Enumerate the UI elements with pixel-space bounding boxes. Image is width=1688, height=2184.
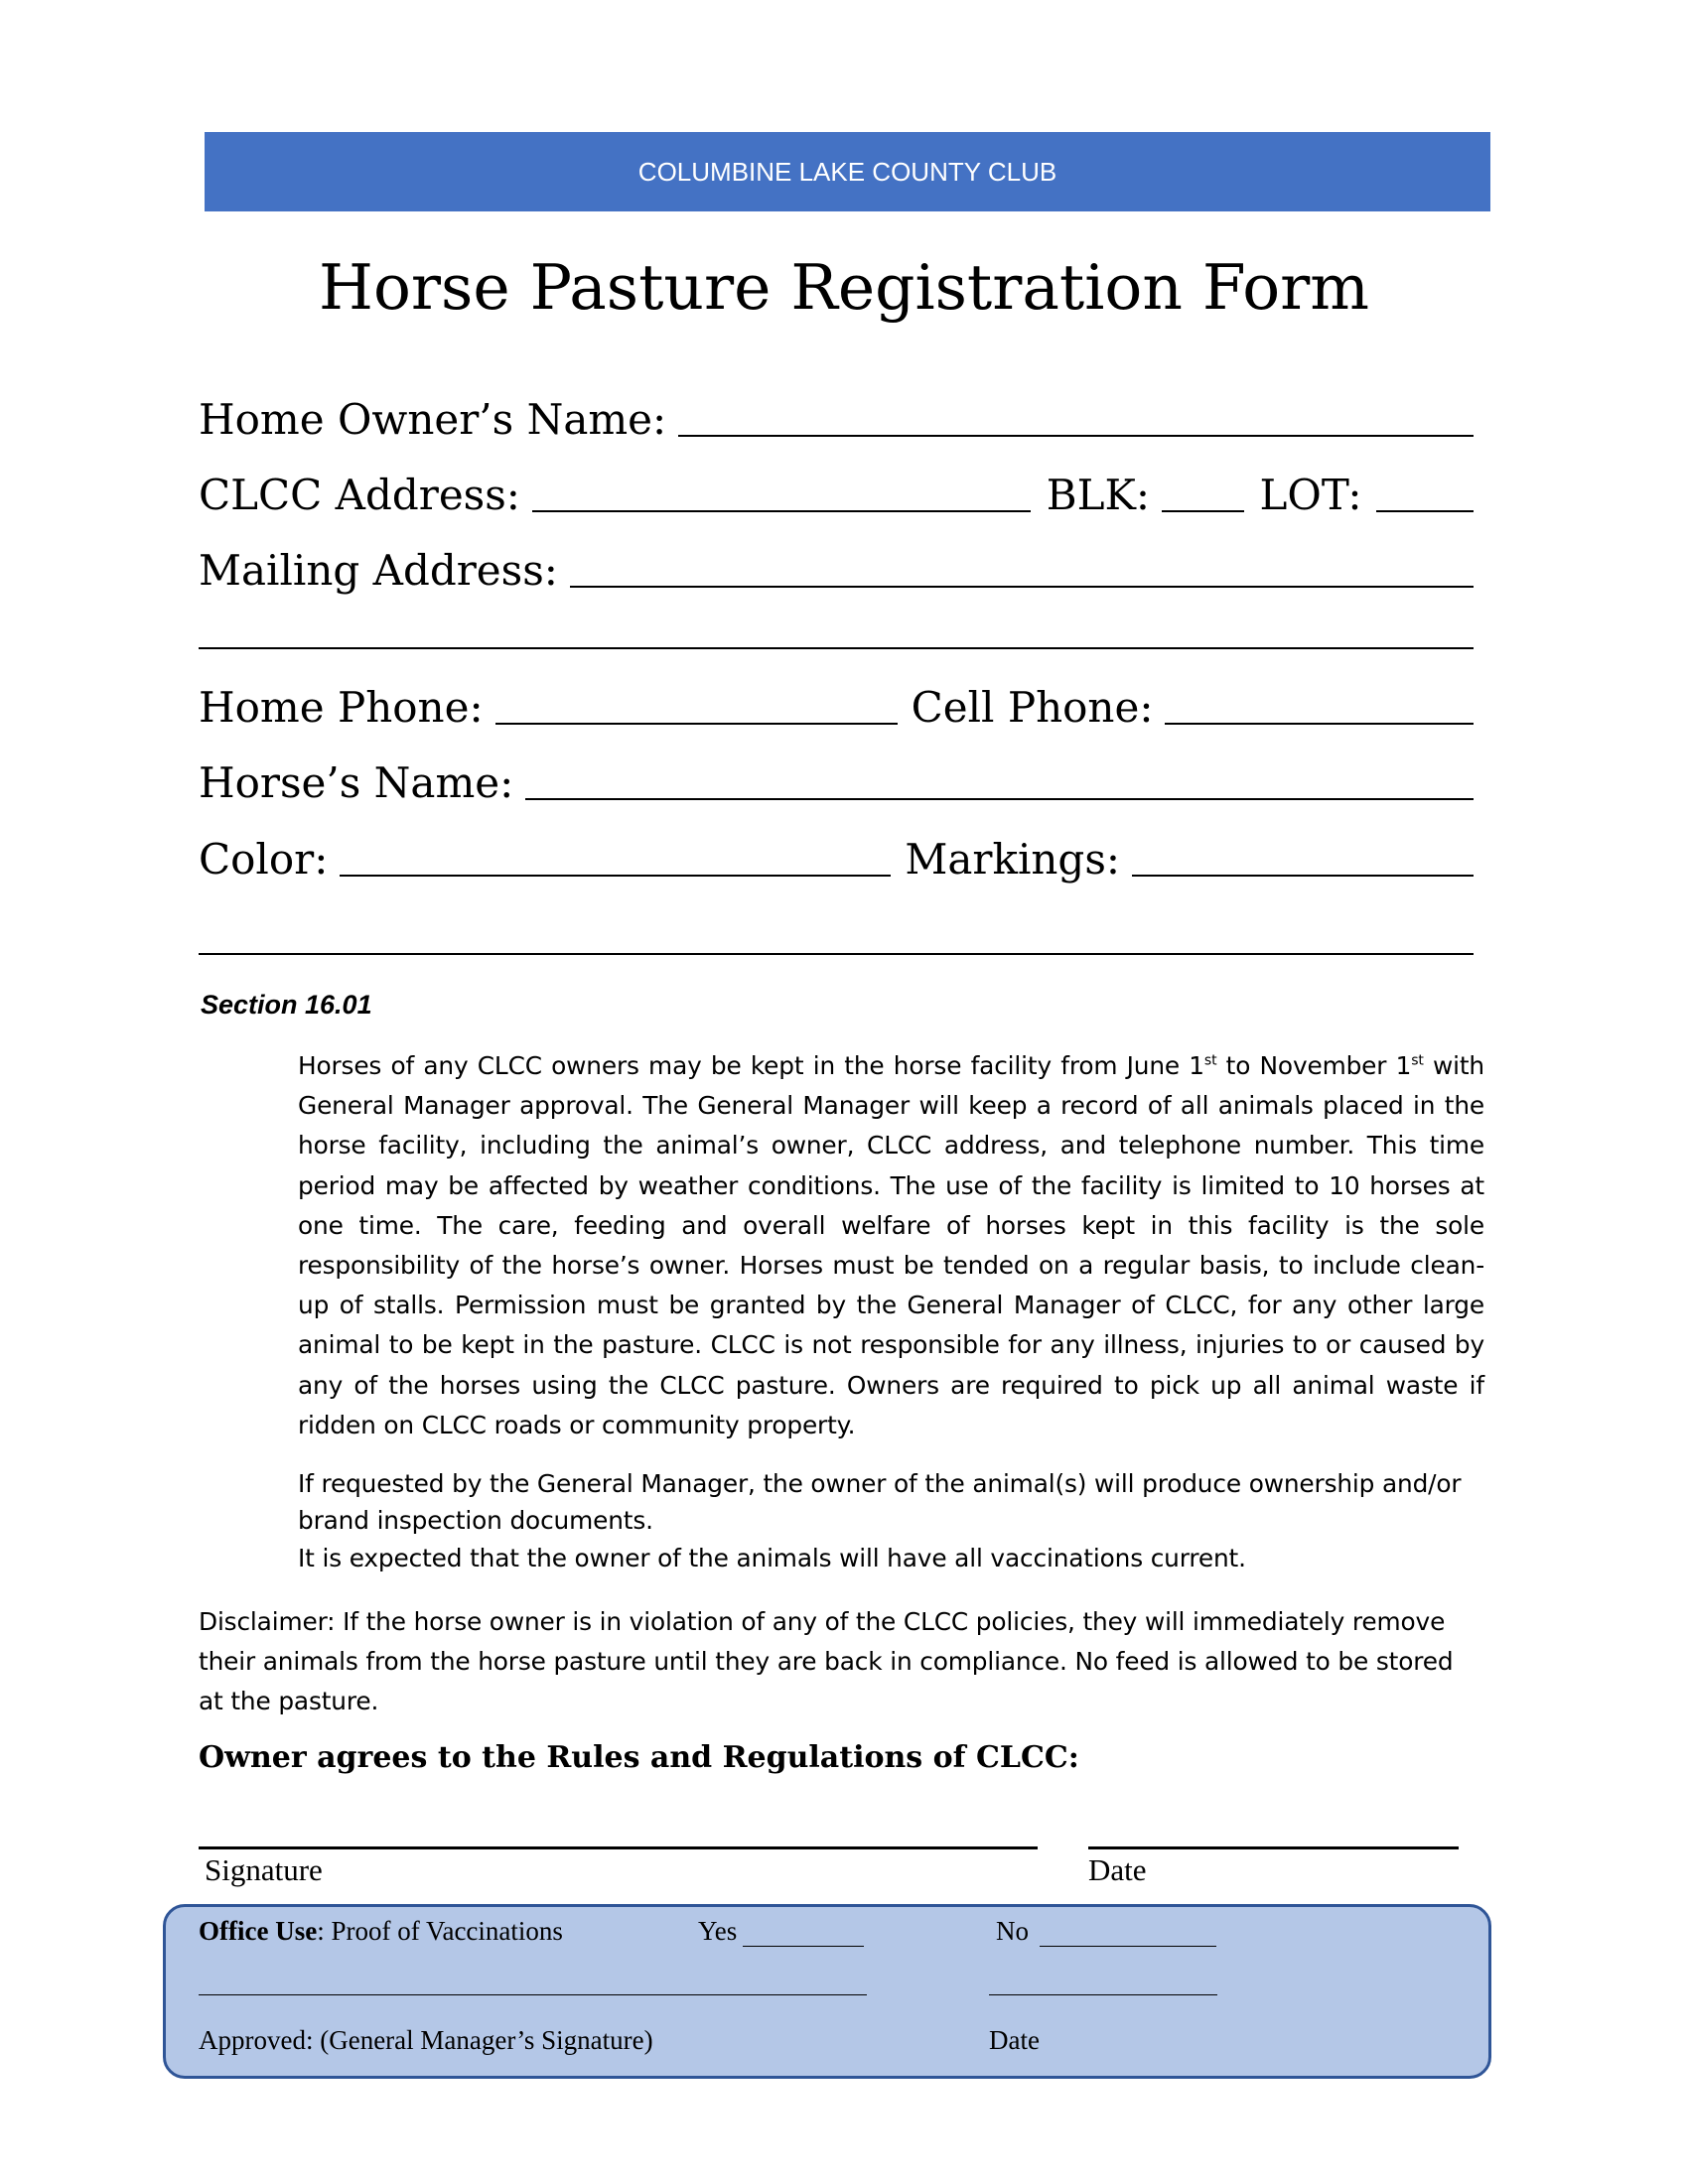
horse-name-row [199, 752, 1474, 808]
color-field[interactable] [340, 875, 891, 877]
color-markings-row [199, 829, 1474, 885]
signature-field[interactable] [199, 1846, 1038, 1849]
home-owner-name-label: Home Owner’s Name: [199, 395, 667, 444]
para1-text-c: with General Manager approval. The General Manager will keep a record of all animals placed in the horse facility, including the animal’s owner, CLCC address, and telephone number. This time period may be affected by weather conditions. The use of the facility is limited to 10 horses at one time. The care, feeding and overall welfare of horses kept in this facility is the sole responsibility of the horse’s owner. Horses must be tended on a regular basis, to include clean-up of stalls. Permission must be granted by the General Manager of CLCC, for any other large animal to be kept in the pasture. CLCC is not responsible for any illness, injuries to or caused by any of the horses using the CLCC pasture. Owners are required to pick up all animal waste if ridden on CLCC roads or community property. [298, 1051, 1484, 1439]
phone-row [199, 677, 1474, 733]
disclaimer-text: Disclaimer: If the horse owner is in violation of any of the CLCC policies, they will immediately remove their animals from the horse pasture until they are back in compliance. No feed is allowed to be stored at the pasture. [199, 1607, 1454, 1716]
gm-date-label: Date [989, 2025, 1040, 2055]
color-label: Color: [199, 835, 329, 884]
gm-signature-label: Approved: (General Manager’s Signature) [199, 2025, 653, 2055]
home-phone-field[interactable] [495, 723, 898, 725]
mailing-address-field-line-2[interactable] [199, 647, 1474, 649]
clcc-address-field[interactable] [532, 510, 1031, 512]
horse-name-field[interactable] [525, 798, 1474, 800]
home-phone-label: Home Phone: [199, 683, 484, 732]
header-banner [205, 132, 1490, 211]
para1-superscript-1: st [1203, 1052, 1217, 1069]
mailing-address-row [199, 540, 1474, 596]
vaccination-yes-label: Yes [698, 1916, 738, 1946]
vaccination-yes-field[interactable] [743, 1946, 864, 1947]
section-heading: Section 16.01 [201, 990, 372, 1020]
signature-label: Signature [205, 1852, 323, 1887]
section-paragraph-2: If requested by the General Manager, the owner of the animal(s) will produce ownership and/or brand inspection documents. [298, 1469, 1462, 1535]
clcc-address-row [199, 465, 1474, 520]
cell-phone-field[interactable] [1165, 723, 1474, 725]
home-owner-name-field[interactable] [678, 435, 1474, 437]
blk-label: BLK: [1046, 471, 1150, 519]
markings-field-line-2[interactable] [199, 953, 1474, 955]
markings-label: Markings: [905, 835, 1121, 884]
vaccination-no-label: No [996, 1916, 1029, 1946]
agreement-heading: Owner agrees to the Rules and Regulations of CLCC: [199, 1740, 1079, 1775]
office-use-label [199, 1916, 563, 1947]
mailing-address-label: Mailing Address: [199, 546, 558, 595]
horse-name-label: Horse’s Name: [199, 758, 514, 807]
vaccination-no-field[interactable] [1040, 1946, 1216, 1947]
home-owner-name-row [199, 389, 1474, 445]
page-title: Horse Pasture Registration Form [319, 251, 1369, 324]
gm-signature-field[interactable] [199, 1994, 867, 1995]
date-label: Date [1088, 1852, 1147, 1887]
mailing-address-field[interactable] [570, 586, 1474, 588]
banner-text: COLUMBINE LAKE COUNTY CLUB [637, 156, 1057, 187]
para1-text-b: to November 1 [1216, 1051, 1412, 1080]
gm-date-field[interactable] [989, 1994, 1217, 1995]
section-paragraph-3: It is expected that the owner of the animals will have all vaccinations current. [298, 1544, 1246, 1572]
blk-field[interactable] [1162, 510, 1244, 512]
date-field[interactable] [1088, 1846, 1459, 1849]
office-use-rest: : Proof of Vaccinations [317, 1916, 563, 1946]
clcc-address-label: CLCC Address: [199, 471, 520, 519]
para1-superscript-2: st [1411, 1052, 1424, 1069]
cell-phone-label: Cell Phone: [911, 683, 1154, 732]
lot-label: LOT: [1259, 471, 1362, 519]
lot-field[interactable] [1376, 510, 1474, 512]
section-paragraph-1 [298, 1046, 1484, 1445]
markings-field[interactable] [1132, 875, 1474, 877]
office-use-bold: Office Use [199, 1916, 318, 1946]
para1-text-a: Horses of any CLCC owners may be kept in the horse facility from June 1 [298, 1051, 1204, 1080]
